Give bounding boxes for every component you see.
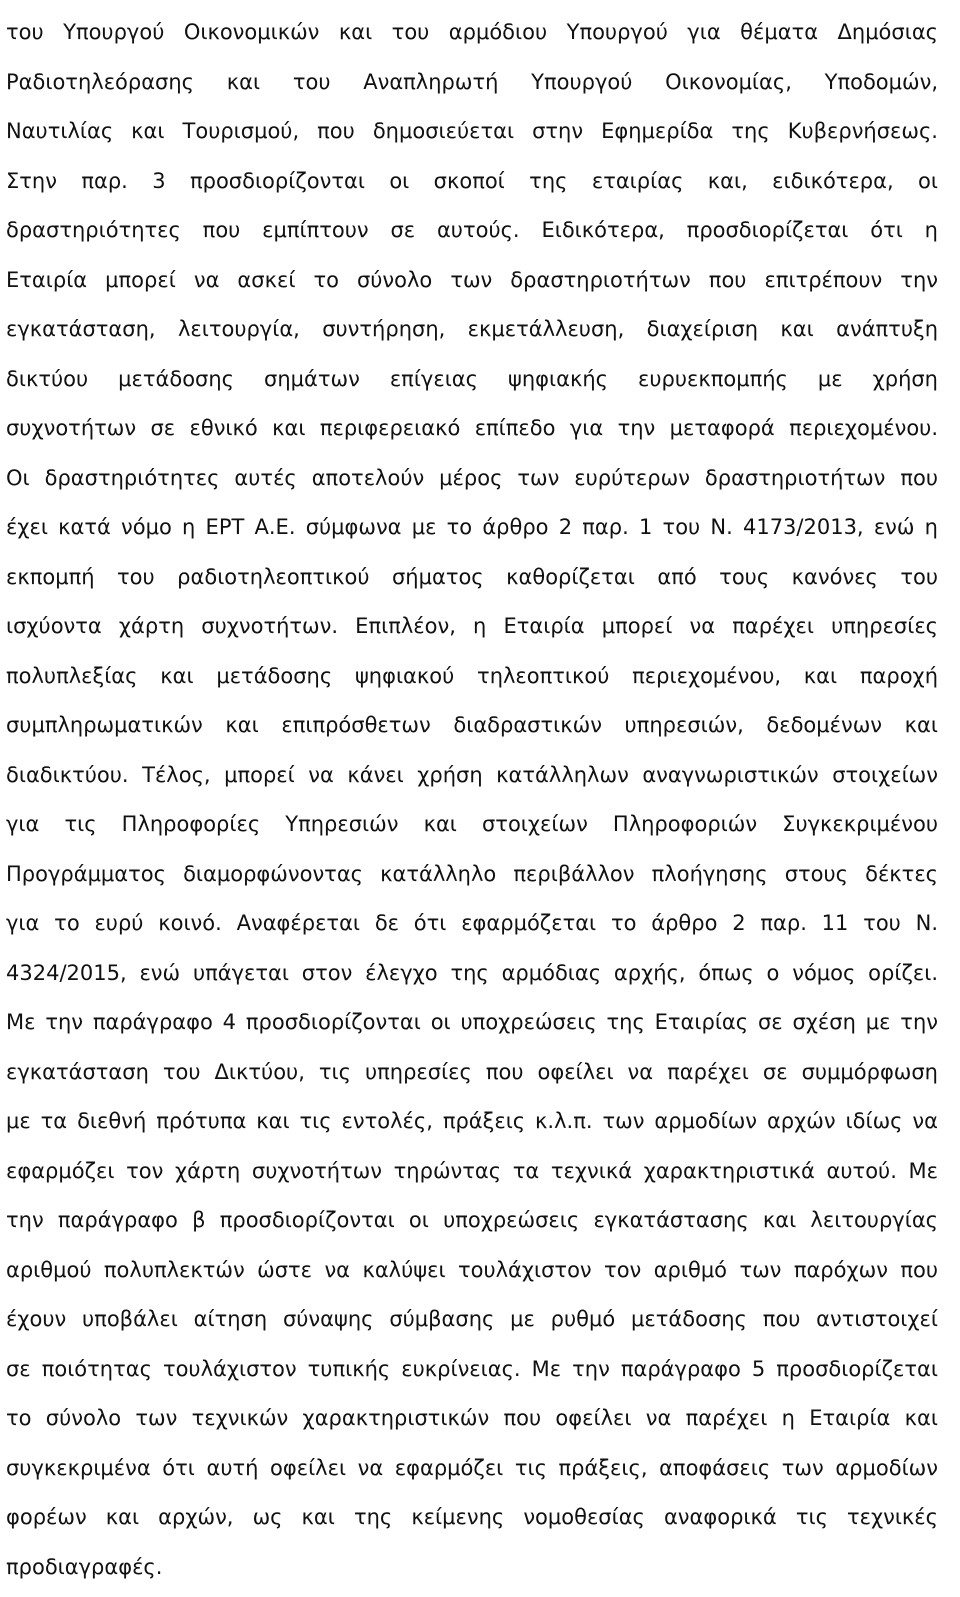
text-line-8: δικτύου μετάδοσης σημάτων επίγειας ψηφιακής ευρυεκπομπής με χρήση <box>6 367 938 391</box>
text-line-6: Εταιρία μπορεί να ασκεί το σύνολο των δραστηριοτήτων που επιτρέπουν την <box>6 268 938 292</box>
text-line-20: 4324/2015, ενώ υπάγεται στον έλεγχο της αρμόδιας αρχής, όπως ο νόμος ορίζει. <box>6 961 938 985</box>
text-line-21: Με την παράγραφο 4 προσδιορίζονται οι υποχρεώσεις της Εταιρίας σε σχέση με την <box>6 1010 938 1034</box>
text-line-25: την παράγραφο β προσδιορίζονται οι υποχρεώσεις εγκατάστασης και λειτουργίας <box>6 1208 938 1232</box>
text-line-5: δραστηριότητες που εμπίπτουν σε αυτούς. Ειδικότερα, προσδιορίζεται ότι η <box>6 218 938 242</box>
text-line-24: εφαρμόζει τον χάρτη συχνοτήτων τηρώντας τα τεχνικά χαρακτηριστικά αυτού. Με <box>6 1159 938 1183</box>
text-line-27: έχουν υποβάλει αίτηση σύναψης σύμβασης με ρυθμό μετάδοσης που αντιστοιχεί <box>6 1307 938 1331</box>
text-line-12: εκπομπή του ραδιοτηλεοπτικού σήματος καθορίζεται από τους κανόνες του <box>6 565 938 589</box>
text-line-9: συχνοτήτων σε εθνικό και περιφερειακό επίπεδο για την μεταφορά περιεχομένου. <box>6 416 938 440</box>
text-line-32: προδιαγραφές. <box>6 1555 163 1579</box>
text-line-30: συγκεκριμένα ότι αυτή οφείλει να εφαρμόζει τις πράξεις, αποφάσεις των αρμοδίων <box>6 1456 938 1480</box>
text-line-29: το σύνολο των τεχνικών χαρακτηριστικών που οφείλει να παρέχει η Εταιρία και <box>6 1406 938 1430</box>
text-line-7: εγκατάσταση, λειτουργία, συντήρηση, εκμετάλλευση, διαχείριση και ανάπτυξη <box>6 317 938 341</box>
text-line-14: πολυπλεξίας και μετάδοσης ψηφιακού τηλεοπτικού περιεχομένου, και παροχή <box>6 664 938 688</box>
text-line-13: ισχύοντα χάρτη συχνοτήτων. Επιπλέον, η Εταιρία μπορεί να παρέχει υπηρεσίες <box>6 614 938 638</box>
text-line-18: Προγράμματος διαμορφώνοντας κατάλληλο περιβάλλον πλοήγησης στους δέκτες <box>6 862 938 886</box>
text-line-4: Στην παρ. 3 προσδιορίζονται οι σκοποί της εταιρίας και, ειδικότερα, οι <box>6 169 938 193</box>
text-line-28: σε ποιότητας τουλάχιστον τυπικής ευκρίνειας. Με την παράγραφο 5 προσδιορίζεται <box>6 1357 938 1381</box>
text-line-26: αριθμού πολυπλεκτών ώστε να καλύψει τουλάχιστον τον αριθμό των παρόχων που <box>6 1258 938 1282</box>
text-line-10: Οι δραστηριότητες αυτές αποτελούν μέρος των ευρύτερων δραστηριοτήτων που <box>6 466 938 490</box>
text-line-15: συμπληρωματικών και επιπρόσθετων διαδραστικών υπηρεσιών, δεδομένων και <box>6 713 938 737</box>
text-line-19: για το ευρύ κοινό. Αναφέρεται δε ότι εφαρμόζεται το άρθρο 2 παρ. 11 του Ν. <box>6 911 938 935</box>
text-line-16: διαδικτύου. Τέλος, μπορεί να κάνει χρήση κατάλληλων αναγνωριστικών στοιχείων <box>6 763 938 787</box>
text-line-22: εγκατάσταση του Δικτύου, τις υπηρεσίες που οφείλει να παρέχει σε συμμόρφωση <box>6 1060 938 1084</box>
text-line-23: με τα διεθνή πρότυπα και τις εντολές, πράξεις κ.λ.π. των αρμοδίων αρχών ιδίως να <box>6 1109 938 1133</box>
text-line-17: για τις Πληροφορίες Υπηρεσιών και στοιχείων Πληροφοριών Συγκεκριμένου <box>6 812 938 836</box>
text-line-11: έχει κατά νόμο η ΕΡΤ Α.Ε. σύμφωνα με το άρθρο 2 παρ. 1 του Ν. 4173/2013, ενώ η <box>6 515 938 539</box>
document-page <box>6 0 938 1597</box>
text-line-1: του Υπουργού Οικονομικών και του αρμόδιου Υπουργού για θέματα Δημόσιας <box>6 20 938 44</box>
text-line-2: Ραδιοτηλεόρασης και του Αναπληρωτή Υπουργού Οικονομίας, Υποδομών, <box>6 70 938 94</box>
text-line-31: φορέων και αρχών, ως και της κείμενης νομοθεσίας αναφορικά τις τεχνικές <box>6 1505 938 1529</box>
text-line-3: Ναυτιλίας και Τουρισμού, που δημοσιεύεται στην Εφημερίδα της Κυβερνήσεως. <box>6 119 938 143</box>
